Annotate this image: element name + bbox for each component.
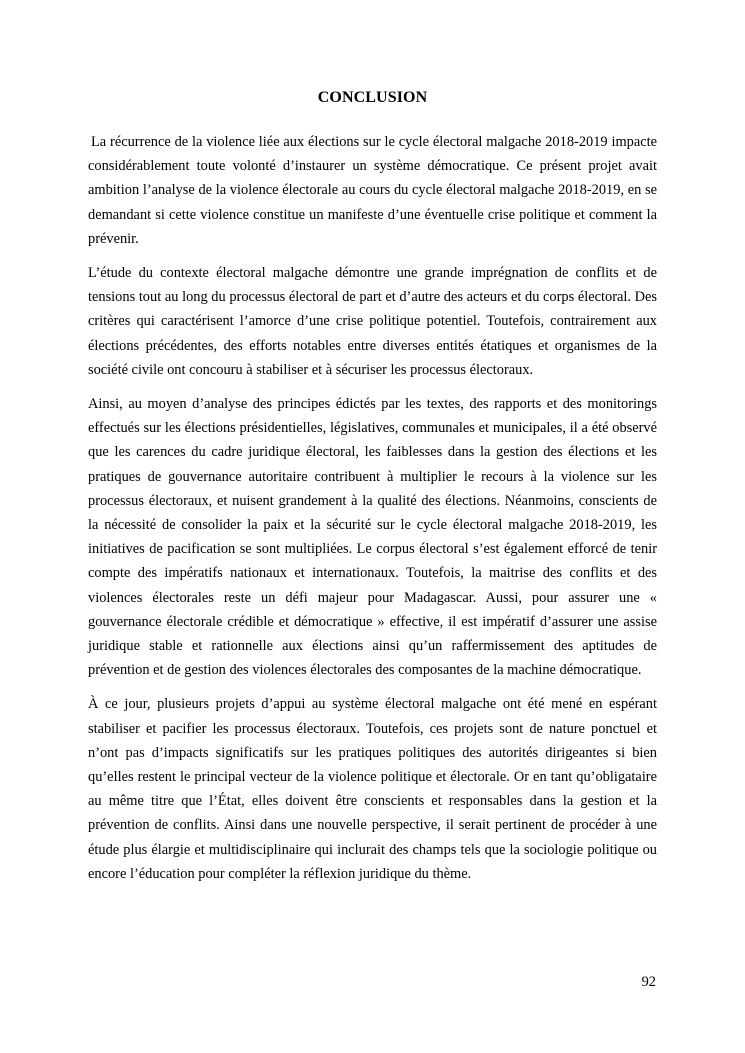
paragraph-3: Ainsi, au moyen d’analyse des principes édictés par les textes, des rapports et des monitorings effectués sur les élections présidentielles, législatives, communales et municipales, il a été observé que les carences du cadre juridique électoral, les faiblesses dans la gestion des élections et les pratiques de gouvernance autoritaire contribuent à multiplier le recours à la violence sur les processus électoraux, et nuisent grandement à la qualité des élections. Néanmoins, conscients de la nécessité de consolider la paix et la sécurité sur le cycle électoral malgache 2018-2019, les initiatives de pacification se sont multipliées. Le corpus électoral s’est également efforcé de tenir compte des impératifs nationaux et internationaux. Toutefois, la maitrise des conflits et des violences électorales reste un défi majeur pour Madagascar. Aussi, pour assurer une « gouvernance électorale crédible et démocratique » effective, il est impératif d’assurer une assise juridique stable et rationnelle aux élections ainsi qu’un raffermissement des aptitudes de prévention et de gestion des violences électorales des composantes de la machine démocratique. (88, 396, 657, 679)
body-text (88, 130, 657, 896)
paragraph-1: La récurrence de la violence liée aux élections sur le cycle électoral malgache 2018-2019 impacte considérablement toute volonté d’instaurer un système démocratique. Ce présent projet avait ambition l’analyse de la violence électorale au cours du cycle électoral malgache 2018-2019, en se demandant si cette violence constitue un manifeste d’une éventuelle crise politique et comment la prévenir. (88, 134, 657, 247)
page-number: 92 (641, 974, 656, 990)
paragraph-4: À ce jour, plusieurs projets d’appui au système électoral malgache ont été mené en espérant stabiliser et pacifier les processus électoraux. Toutefois, ces projets sont de nature ponctuel et n’ont pas d’impacts significatifs sur les pratiques politiques des autorités dirigeantes si bien qu’elles restent le principal vecteur de la violence politique et électorale. Or en tant qu’obligataire au même titre que l’État, elles doivent être conscients et responsables dans la gestion et la prévention de conflits. Ainsi dans une nouvelle perspective, il serait pertinent de procéder à une étude plus élargie et multidisciplinaire qui inclurait des champs tels que la sociologie politique ou encore l’éducation pour compléter la réflexion juridique du thème. (88, 696, 657, 882)
paragraph-2: L’étude du contexte électoral malgache démontre une grande imprégnation de conflits et de tensions tout au long du processus électoral de part et d’autre des acteurs et du corps électoral. Des critères qui caractérisent l’amorce d’une crise politique potentiel. Toutefois, contrairement aux élections précédentes, des efforts notables entre diverses entités étatiques et organismes de la société civile ont concouru à stabiliser et à sécuriser les processus électoraux. (88, 265, 657, 378)
section-title: CONCLUSION (317, 89, 428, 106)
